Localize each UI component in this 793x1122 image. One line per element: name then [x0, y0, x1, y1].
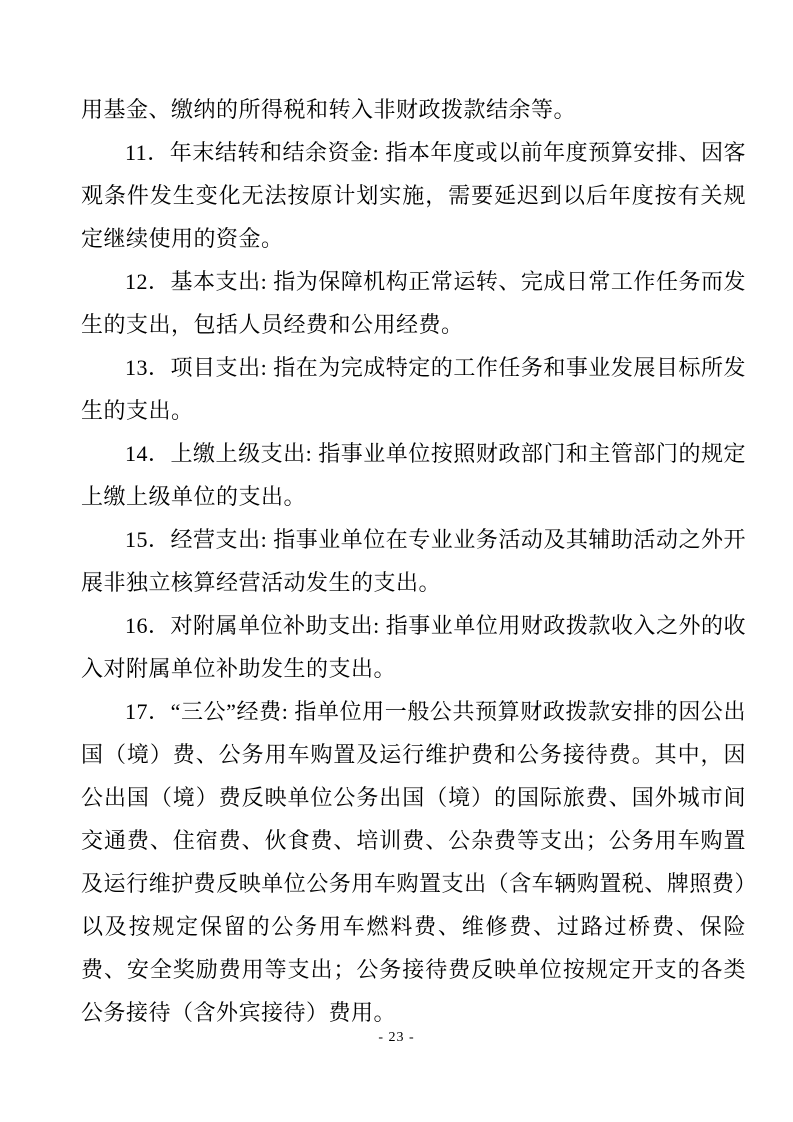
definition-item-17: 17．“三公”经费: 指单位用一般公共预算财政拨款安排的因公出国（境）费、公务用车购置及运行维护费和公务接待费。其中，因公出国（境）费反映单位公务出国（境）的国际旅费、国外城市间交通费、住宿费、伙食费、培训费、公杂费等支出；公务用车购置及运行维护费反映单位公务用车购置支出（含车辆购置税、牌照费）以及按规定保留的公务用车燃料费、维修费、过路过桥费、保险费、安全奖励费用等支出；公务接待费反映单位按规定开支的各类公务接待（含外宾接待）费用。: [81, 699, 746, 1025]
continuation-paragraph: 用基金、缴纳的所得税和转入非财政拨款结余等。: [81, 97, 577, 122]
definition-item-16: 16．对附属单位补助支出: 指事业单位用财政拨款收入之外的收入对附属单位补助发生的支出。: [81, 613, 746, 681]
definition-item-11: 11．年末结转和结余资金: 指本年度或以前年度预算安排、因客观条件发生变化无法按原计划实施，需要延迟到以后年度按有关规定继续使用的资金。: [81, 140, 746, 251]
definition-item-13: 13．项目支出: 指在为完成特定的工作任务和事业发展目标所发生的支出。: [81, 355, 746, 423]
definition-item-15: 15．经营支出: 指事业单位在专业业务活动及其辅助活动之外开展非独立核算经营活动发生的支出。: [81, 527, 746, 595]
document-body: [81, 88, 746, 1034]
definition-item-14: 14．上缴上级支出: 指事业单位按照财政部门和主管部门的规定上缴上级单位的支出。: [81, 441, 746, 509]
definition-item-12: 12．基本支出: 指为保障机构正常运转、完成日常工作任务而发生的支出，包括人员经费和公用经费。: [81, 269, 746, 337]
page-number: - 23 -: [378, 1030, 415, 1045]
